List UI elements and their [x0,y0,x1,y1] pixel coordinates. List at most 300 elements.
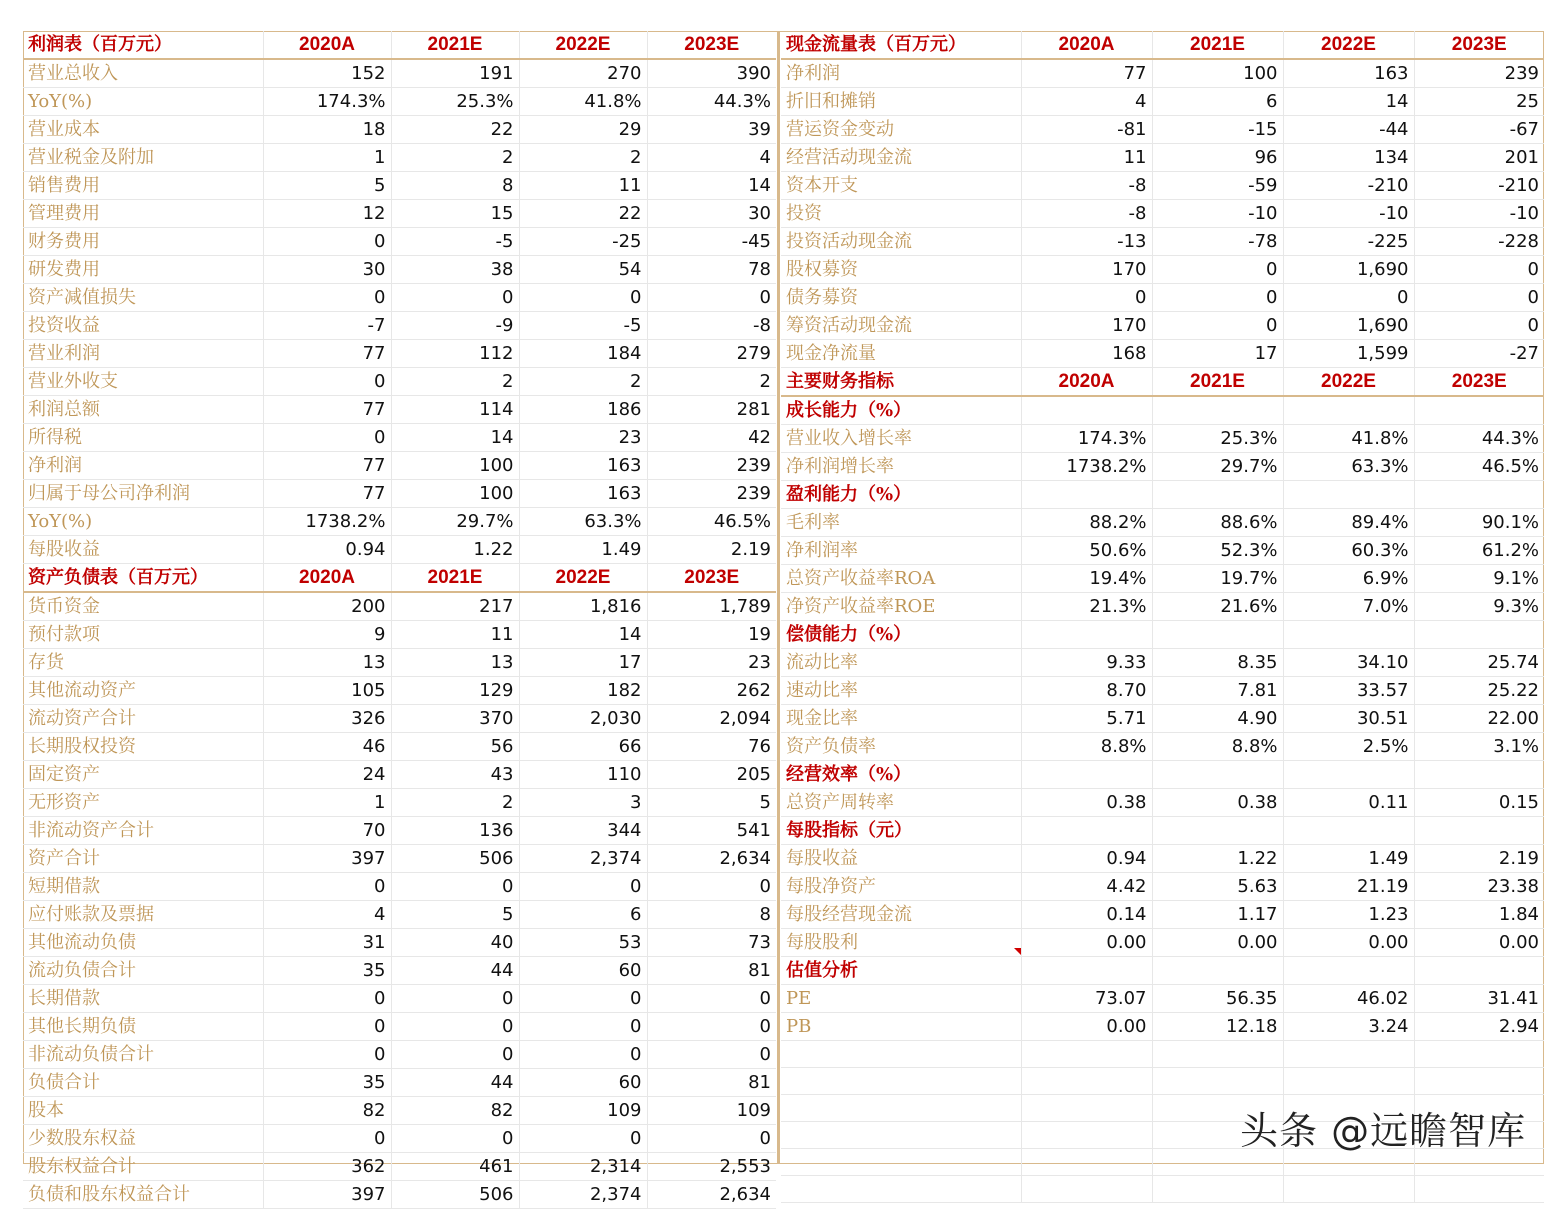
table-row [781,228,1544,256]
row-value: 0 [647,985,776,1013]
empty-cell [1152,396,1283,425]
row-label: 债务募资 [781,284,1021,312]
row-value: 19.7% [1152,565,1283,593]
row-value: 270 [519,59,647,88]
row-value: 29 [519,116,647,144]
table-row [781,200,1544,228]
row-label: 现金净流量 [781,340,1021,368]
row-value: 8.35 [1152,649,1283,677]
row-value: 34.10 [1283,649,1414,677]
row-value: 54 [519,256,647,284]
table-row [23,957,776,985]
row-label: 筹资活动现金流 [781,312,1021,340]
row-value: -78 [1152,228,1283,256]
row-value: 163 [519,480,647,508]
comment-marker-icon [1014,948,1021,955]
row-value: 217 [391,592,519,621]
row-value: 21.6% [1152,593,1283,621]
row-value: 0 [391,1013,519,1041]
row-label: 利润总额 [23,396,263,424]
row-value: 8 [391,172,519,200]
row-value: 239 [647,452,776,480]
section-title: 盈利能力（%） [781,481,1021,509]
row-value: 22 [391,116,519,144]
table-row [23,621,776,649]
row-value: 4.42 [1021,873,1152,901]
row-label: 销售费用 [23,172,263,200]
row-label: 预付款项 [23,621,263,649]
table-row [23,677,776,705]
section-header-row [781,481,1544,509]
row-value: 0 [263,1013,391,1041]
row-value: 0 [1021,284,1152,312]
row-value: 326 [263,705,391,733]
table-row [781,312,1544,340]
row-value: -81 [1021,116,1152,144]
row-value: 0.00 [1021,1013,1152,1041]
row-value: 90.1% [1414,509,1544,537]
table-row [23,452,776,480]
row-value: 23.38 [1414,873,1544,901]
table-row [23,789,776,817]
row-label: 其他流动负债 [23,929,263,957]
year-header: 2021E [1152,31,1283,59]
row-label: 总资产收益率ROA [781,565,1021,593]
row-value: 14 [647,172,776,200]
row-label: 所得税 [23,424,263,452]
table-row [781,537,1544,565]
row-value: 239 [1414,59,1544,88]
row-value: 19.4% [1021,565,1152,593]
row-value: 0 [391,985,519,1013]
row-value: 2,634 [647,1181,776,1209]
row-label: 负债和股东权益合计 [23,1181,263,1209]
row-value: 39 [647,116,776,144]
empty-cell [1283,957,1414,985]
row-value: 81 [647,1069,776,1097]
row-value: 1,690 [1283,312,1414,340]
row-value: 2 [391,789,519,817]
row-label: PB [781,1013,1021,1041]
row-value: 0 [647,873,776,901]
row-value: 0 [1283,284,1414,312]
row-label: 资本开支 [781,172,1021,200]
row-value: 19 [647,621,776,649]
row-label: 归属于母公司净利润 [23,480,263,508]
row-value: 2,553 [647,1153,776,1181]
row-value: 112 [391,340,519,368]
row-value: 4 [263,901,391,929]
row-value: 182 [519,677,647,705]
row-value: 46.5% [647,508,776,536]
row-value: 52.3% [1152,537,1283,565]
empty-cell [1283,1068,1414,1095]
table-row [23,200,776,228]
row-value: 60 [519,957,647,985]
row-label: 每股股利 [781,929,1021,957]
empty-cell [1021,1176,1152,1203]
row-value: 2,030 [519,705,647,733]
row-value: 205 [647,761,776,789]
row-value: 18 [263,116,391,144]
row-value: 0.00 [1414,929,1544,957]
empty-cell [1021,1041,1152,1068]
row-value: 5 [391,901,519,929]
row-value: 184 [519,340,647,368]
row-value: 1738.2% [263,508,391,536]
row-value: 201 [1414,144,1544,172]
table-row [23,649,776,677]
table-header-row [23,564,776,592]
section-header-row [781,957,1544,985]
row-value: 13 [263,649,391,677]
row-label: 投资活动现金流 [781,228,1021,256]
table-row [23,536,776,564]
row-value: 81 [647,957,776,985]
empty-cell [1283,817,1414,845]
year-header: 2022E [519,564,647,592]
row-value: -210 [1414,172,1544,200]
row-value: 82 [391,1097,519,1125]
row-value: -228 [1414,228,1544,256]
row-value: 88.2% [1021,509,1152,537]
row-label: 每股收益 [781,845,1021,873]
row-label: 营业收入增长率 [781,425,1021,453]
row-value: 1 [263,144,391,172]
row-value: 6.9% [1283,565,1414,593]
row-value: 506 [391,1181,519,1209]
row-value: 0 [263,284,391,312]
row-value: 8 [647,901,776,929]
row-label: 现金比率 [781,705,1021,733]
row-value: 44.3% [1414,425,1544,453]
row-value: -5 [519,312,647,340]
table-row [781,845,1544,873]
row-value: 0 [519,985,647,1013]
row-value: 0 [1414,284,1544,312]
row-value: 46.5% [1414,453,1544,481]
row-value: -5 [391,228,519,256]
row-value: 0 [647,284,776,312]
row-value: 6 [1152,88,1283,116]
row-value: 390 [647,59,776,88]
empty-cell [1152,1068,1283,1095]
row-value: 0 [519,1013,647,1041]
row-value: 0.94 [263,536,391,564]
row-value: 88.6% [1152,509,1283,537]
row-value: 362 [263,1153,391,1181]
table-row [781,144,1544,172]
row-value: 105 [263,677,391,705]
row-value: 1.23 [1283,901,1414,929]
row-value: 4.90 [1152,705,1283,733]
row-label: 营业总收入 [23,59,263,88]
row-value: 46.02 [1283,985,1414,1013]
row-value: 11 [1021,144,1152,172]
year-header: 2022E [1283,368,1414,396]
table-row [781,340,1544,368]
table-row [23,116,776,144]
row-label: YoY(%) [23,88,263,116]
row-value: 29.7% [1152,453,1283,481]
table-row [23,733,776,761]
empty-cell [1152,621,1283,649]
row-label: 总资产周转率 [781,789,1021,817]
empty-cell [1414,481,1544,509]
row-value: 56 [391,733,519,761]
row-value: -225 [1283,228,1414,256]
empty-cell [1152,761,1283,789]
row-label: 长期借款 [23,985,263,1013]
empty-cell [1021,396,1152,425]
row-value: 11 [391,621,519,649]
row-value: 44 [391,1069,519,1097]
table-header-row [23,31,776,59]
table-row [23,1069,776,1097]
row-value: 77 [263,396,391,424]
row-value: 461 [391,1153,519,1181]
table-row [23,368,776,396]
row-value: 33.57 [1283,677,1414,705]
row-label: 其他流动资产 [23,677,263,705]
table-title: 主要财务指标 [781,368,1021,396]
row-label: 非流动资产合计 [23,817,263,845]
row-value: 2 [519,368,647,396]
blank-row [781,1041,1544,1068]
row-value: 76 [647,733,776,761]
row-label: YoY(%) [23,508,263,536]
row-value: 281 [647,396,776,424]
row-label: 少数股东权益 [23,1125,263,1153]
row-label: 管理费用 [23,200,263,228]
row-value: 109 [647,1097,776,1125]
row-label: 固定资产 [23,761,263,789]
row-value: 0.00 [1021,929,1152,957]
row-value: 0 [391,1041,519,1069]
row-value: 541 [647,817,776,845]
table-row [781,677,1544,705]
table-row [23,985,776,1013]
row-value: 279 [647,340,776,368]
row-value: 152 [263,59,391,88]
row-value: 5.71 [1021,705,1152,733]
row-value: 2.19 [1414,845,1544,873]
row-value: 0 [391,873,519,901]
row-value: 1.22 [391,536,519,564]
empty-cell [1414,761,1544,789]
row-value: 0 [263,424,391,452]
table-title: 资产负债表（百万元） [23,564,263,592]
row-value: 77 [1021,59,1152,88]
row-value: 56.35 [1152,985,1283,1013]
row-value: 46 [263,733,391,761]
cash-flow-table [781,31,1544,368]
row-value: 0.11 [1283,789,1414,817]
row-value: 70 [263,817,391,845]
table-row [781,705,1544,733]
row-value: -27 [1414,340,1544,368]
year-header: 2023E [1414,31,1544,59]
row-value: 186 [519,396,647,424]
financial-ratios-table [781,368,1544,1203]
row-value: 2,094 [647,705,776,733]
row-value: 1.84 [1414,901,1544,929]
row-value: 0.00 [1283,929,1414,957]
section-header-row [781,396,1544,425]
table-row [23,312,776,340]
row-value: 1,816 [519,592,647,621]
section-title: 每股指标（元） [781,817,1021,845]
table-row [781,565,1544,593]
row-value: 1.22 [1152,845,1283,873]
row-value: 397 [263,1181,391,1209]
row-label: 营业利润 [23,340,263,368]
table-row [781,256,1544,284]
section-header-row [781,621,1544,649]
row-value: 21.19 [1283,873,1414,901]
row-value: 0 [647,1125,776,1153]
row-label: 速动比率 [781,677,1021,705]
row-label: 折旧和摊销 [781,88,1021,116]
row-value: 25.3% [1152,425,1283,453]
row-value: 77 [263,480,391,508]
row-value: 114 [391,396,519,424]
empty-cell [781,1122,1021,1149]
row-label: 每股收益 [23,536,263,564]
section-header-row [781,817,1544,845]
table-row [23,1153,776,1181]
empty-cell [1021,481,1152,509]
empty-cell [1283,1176,1414,1203]
row-value: 60.3% [1283,537,1414,565]
row-value: 170 [1021,256,1152,284]
row-value: 11 [519,172,647,200]
empty-cell [1283,621,1414,649]
row-label: PE [781,985,1021,1013]
row-value: 0.00 [1152,929,1283,957]
row-value: 25.74 [1414,649,1544,677]
row-value: 2,374 [519,845,647,873]
row-label: 其他长期负债 [23,1013,263,1041]
row-label: 股本 [23,1097,263,1125]
empty-cell [1021,1122,1152,1149]
row-label: 负债合计 [23,1069,263,1097]
row-value: 25.22 [1414,677,1544,705]
empty-cell [1283,761,1414,789]
row-value: 0 [647,1041,776,1069]
table-title: 现金流量表（百万元） [781,31,1021,59]
row-value: 35 [263,957,391,985]
empty-cell [1414,621,1544,649]
table-row [23,340,776,368]
row-value: 96 [1152,144,1283,172]
row-value: -210 [1283,172,1414,200]
section-title: 偿债能力（%） [781,621,1021,649]
row-value: 2 [391,368,519,396]
row-value: 3.1% [1414,733,1544,761]
row-value: 2 [391,144,519,172]
empty-cell [1414,817,1544,845]
row-value: 0 [263,1125,391,1153]
row-label: 股东权益合计 [23,1153,263,1181]
year-header: 2022E [519,31,647,59]
row-value: 100 [391,452,519,480]
row-value: -8 [1021,172,1152,200]
row-value: 0 [519,284,647,312]
row-value: 14 [1283,88,1414,116]
row-value: 41.8% [1283,425,1414,453]
row-value: 23 [647,649,776,677]
table-row [23,929,776,957]
row-value: 7.0% [1283,593,1414,621]
table-header-row [781,368,1544,396]
table-row [23,508,776,536]
row-value: 44.3% [647,88,776,116]
blank-row [781,1176,1544,1203]
table-row [781,985,1544,1013]
row-value: 30.51 [1283,705,1414,733]
row-label: 流动负债合计 [23,957,263,985]
year-header: 2021E [1152,368,1283,396]
empty-cell [781,1068,1021,1095]
row-value: 50.6% [1021,537,1152,565]
row-value: -8 [1021,200,1152,228]
row-value: 25 [1414,88,1544,116]
empty-cell [1021,1068,1152,1095]
blank-row [781,1068,1544,1095]
row-value: 40 [391,929,519,957]
row-value: 35 [263,1069,391,1097]
income-statement-table [23,31,776,564]
row-label: 流动比率 [781,649,1021,677]
row-value: -7 [263,312,391,340]
row-value: 0 [263,873,391,901]
row-value: 0.14 [1021,901,1152,929]
empty-cell [781,1176,1021,1203]
table-row [781,901,1544,929]
row-value: 66 [519,733,647,761]
row-label: 每股经营现金流 [781,901,1021,929]
row-value: 22 [519,200,647,228]
table-row [781,453,1544,481]
row-value: 0.38 [1152,789,1283,817]
row-value: 77 [263,452,391,480]
row-value: 1,599 [1283,340,1414,368]
row-value: 14 [519,621,647,649]
empty-cell [1283,481,1414,509]
row-value: 2,374 [519,1181,647,1209]
table-row [781,284,1544,312]
row-value: 12.18 [1152,1013,1283,1041]
row-label: 营业税金及附加 [23,144,263,172]
row-label: 存货 [23,649,263,677]
row-value: 78 [647,256,776,284]
row-label: 净利润率 [781,537,1021,565]
row-label: 股权募资 [781,256,1021,284]
table-row [23,396,776,424]
row-value: 31.41 [1414,985,1544,1013]
table-row [23,817,776,845]
row-label: 资产减值损失 [23,284,263,312]
row-value: 63.3% [1283,453,1414,481]
table-row [23,88,776,116]
row-label: 投资 [781,200,1021,228]
row-value: 0 [391,284,519,312]
row-value: 0.38 [1021,789,1152,817]
row-value: 0 [647,1013,776,1041]
table-row [23,901,776,929]
row-value: 3 [519,789,647,817]
